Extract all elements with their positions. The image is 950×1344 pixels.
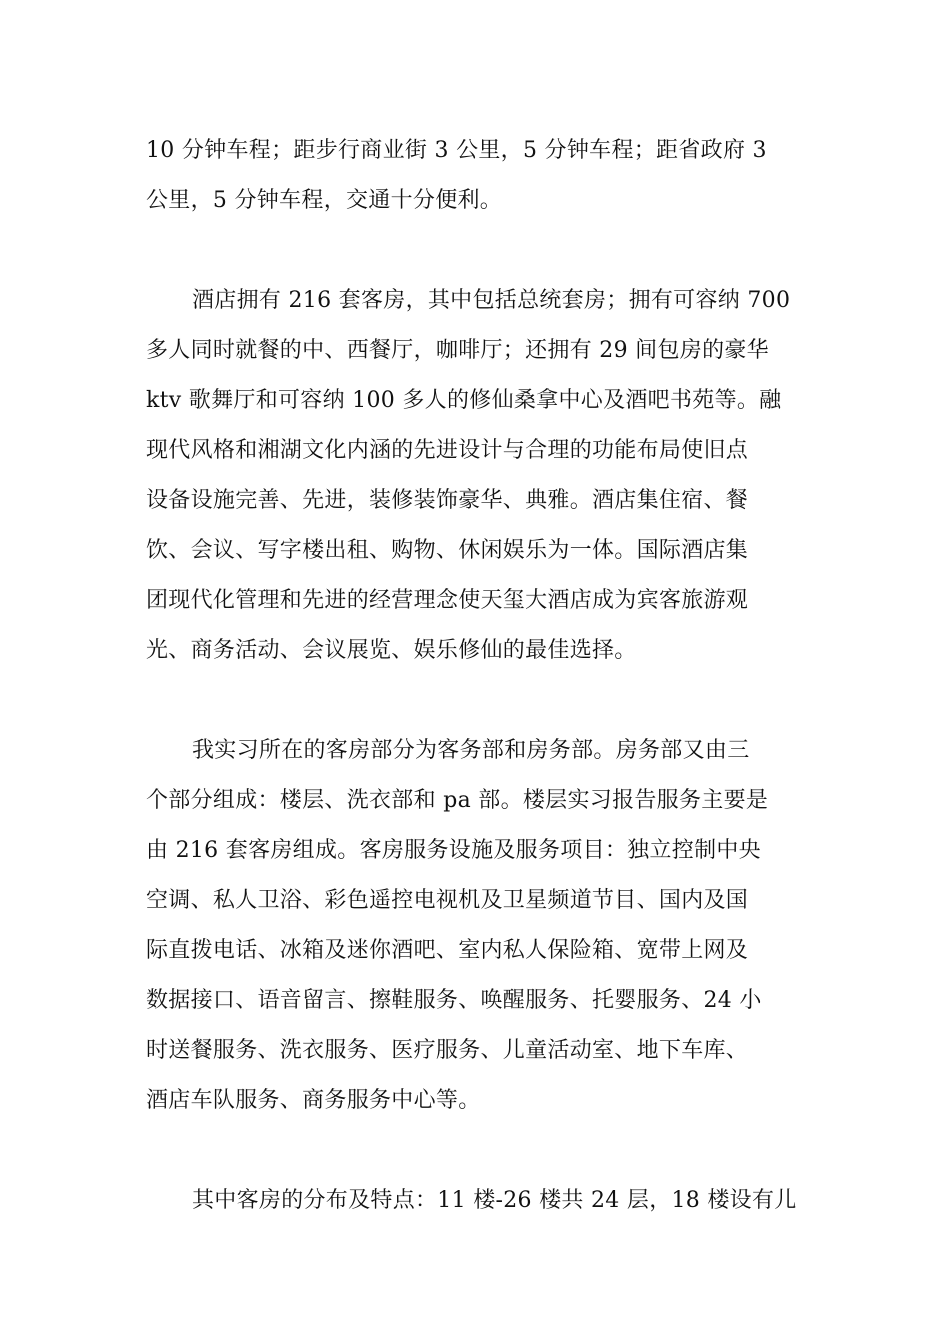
text-line: 10 分钟车程；距步行商业街 3 公里，5 分钟车程；距省政府 3 bbox=[146, 138, 767, 163]
paragraph-hotel-facilities bbox=[146, 276, 810, 676]
text-line: 设备设施完善、先进，装修装饰豪华、典雅。酒店集住宿、餐 bbox=[146, 488, 749, 513]
text-line: 其中客房的分布及特点：11 楼-26 楼共 24 层，18 楼设有儿 bbox=[192, 1188, 797, 1213]
paragraph-location bbox=[146, 126, 810, 226]
text-line: 个部分组成：楼层、洗衣部和 pa 部。楼层实习报告服务主要是 bbox=[146, 788, 769, 813]
text-line: 现代风格和湘湖文化内涵的先进设计与合理的功能布局使旧点 bbox=[146, 438, 749, 463]
text-line: 饮、会议、写字楼出租、购物、休闲娱乐为一体。国际酒店集 bbox=[146, 538, 749, 563]
text-line: 多人同时就餐的中、西餐厅，咖啡厅；还拥有 29 间包房的豪华 bbox=[146, 338, 769, 363]
text-line: 光、商务活动、会议展览、娱乐修仙的最佳选择。 bbox=[146, 638, 637, 663]
text-line: ktv 歌舞厅和可容纳 100 多人的修仙桑拿中心及酒吧书苑等。融 bbox=[146, 388, 782, 413]
paragraph-room-distribution bbox=[146, 1176, 810, 1226]
text-line: 公里，5 分钟车程，交通十分便利。 bbox=[146, 188, 503, 213]
text-line: 际直拨电话、冰箱及迷你酒吧、室内私人保险箱、宽带上网及 bbox=[146, 938, 749, 963]
text-line: 数据接口、语音留言、擦鞋服务、唤醒服务、托婴服务、24 小 bbox=[146, 988, 762, 1013]
text-line: 由 216 套客房组成。客房服务设施及服务项目：独立控制中央 bbox=[146, 838, 761, 863]
text-line: 时送餐服务、洗衣服务、医疗服务、儿童活动室、地下车库、 bbox=[146, 1038, 749, 1063]
text-line: 空调、私人卫浴、彩色遥控电视机及卫星频道节目、国内及国 bbox=[146, 888, 749, 913]
text-line: 酒店车队服务、商务服务中心等。 bbox=[146, 1088, 481, 1113]
text-line: 我实习所在的客房部分为客务部和房务部。房务部又由三 bbox=[192, 738, 750, 763]
paragraph-housekeeping-department bbox=[146, 726, 810, 1126]
text-line: 团现代化管理和先进的经营理念使天玺大酒店成为宾客旅游观 bbox=[146, 588, 749, 613]
text-line: 酒店拥有 216 套客房，其中包括总统套房；拥有可容纳 700 bbox=[192, 288, 791, 313]
